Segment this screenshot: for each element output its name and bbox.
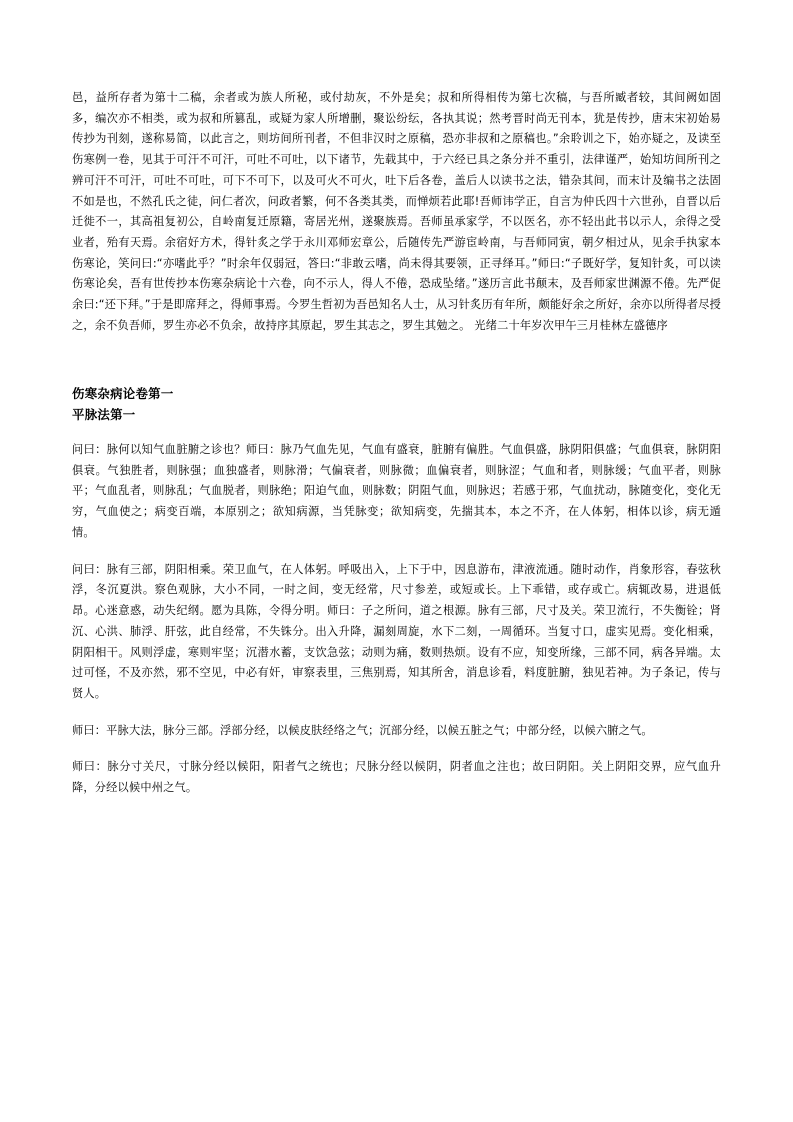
qa-paragraph: 师曰：平脉大法，脉分三部。浮部分经，以候皮肤经络之气；沉部分经，以候五脏之气；中部分经，以候六腑之气。 (72, 723, 653, 737)
qa-paragraph: 师曰：脉分寸关尺，寸脉分经以候阳，阳者气之统也；尺脉分经以候阴，阴者血之注也；故曰阴阳。关上阴阳交界，应气血升降，分经以候中州之气。 (72, 760, 721, 795)
document-subtitle: 平脉法第一 (72, 407, 136, 423)
qa-paragraph: 问曰：脉何以知气血脏腑之诊也？师曰：脉乃气血先见，气血有盛衰，脏腑有偏胜。气血俱盛，脉阴阳俱盛；气血俱衰，脉阴阳俱衰。气独胜者，则脉强；血独盛者，则脉滑；气偏衰者，则脉微；血偏衰者，则脉涩；气血和者，则脉缓；气血平者，则脉平；气血乱者，则脉乱；气血脱者，则脉绝；阳迫气血，则脉数；阴阻气血，则脉迟；若感于邪，气血扰动，脉随变化，变化无穷，气血使之；病变百端，本原别之；欲知病源，当凭脉变；欲知病变，先揣其本，本之不齐，在人体躬，相体以诊，病无遁情。 (72, 443, 721, 539)
qa-paragraph: 问曰：脉有三部，阴阳相乘。荣卫血气，在人体躬。呼吸出入，上下于中，因息游布，津液流通。随时动作，肖象形容，春弦秋浮，冬沉夏洪。察色观脉，大小不同，一时之间，变无经常，尺寸参差，或短或长。上下乖错，或存或亡。病辄改易，进退低昂。心迷意惑，动失纪纲。愿为具陈，令得分明。师曰：子之所问，道之根源。脉有三部，尺寸及关。荣卫流行，不失衡铨；肾沉、心洪、肺浮、肝弦，此自经常，不失铢分。出入升降，漏刻周旋，水下二刻，一周循环。当复寸口，虚实见焉。变化相乘，阴阳相干。风则浮虚，寒则牢坚；沉潜水蓄，支饮急弦；动则为痛，数则热烦。设有不应，知变所缘，三部不同，病各异端。太过可怪，不及亦然，邪不空见，中必有奸，审察表里，三焦别焉，知其所舍，消息诊看，料度脏腑，独见若神。为子条记，传与贤人。 (72, 562, 721, 700)
section-spacer (72, 337, 721, 383)
document-title: 伤寒杂病论卷第一 (72, 385, 174, 401)
preface-paragraph: 邑，益所存者为第十二稿，余者或为族人所秘，或付劫灰，不外是矣；叔和所得相传为第七次稿，与吾所臧者较，其间阙如固多，编次亦不相类，或为叔和所篡乱，或疑为家人所增删，聚讼纷纭，各执其说；然考晋时尚无刊本，犹是传抄，唐末宋初始易传抄为刊刻，遂称易简，以此言之，则坊间所刊者，不但非汉时之原稿，恐亦非叔和之原稿也。”余聆训之下，始亦疑之，及读至伤寒例一卷，见其于可汗不可汗，可吐不可吐，以下诸节，先载其中，于六经已具之条分并不重引，法律谨严，始知坊间所刊之辨可汗不可汗，可吐不可吐，可下不可下，以及可火不可火，吐下后各卷，盖后人以读书之法，错杂其间，而末计及编书之法固不如是也，不然孔氏之徒，问仁者次，问政者繁，何不各类其类，而惮烦若此耶!吾师讳学正，自言为仲氏四十六世孙，自晋以后迁徙不一，其高祖复初公，自岭南复迁原籍，寄居光州，遂聚族焉。吾师虽承家学，不以医名，亦不轻出此书以示人，余得之受业者，殆有天焉。余宿好方术，得针炙之学于永川邓师宏章公，后随传先严游宦岭南，与吾师同寅，朝夕相过从，见余手执家本伤寒论，笑问曰:“亦嗜此乎？”时余年仅弱冠，答曰:“非敢云嗜，尚未得其要领，正寻绎耳。”师曰:“子既好学，复知针炙，可以读伤寒论矣，吾有世传抄本伤寒杂病论十六卷，向不示人，得人不倦，恐成坠绪。”遂历言此书颠末，及吾师家世渊源不倦。先严促余曰:“还下拜。”于是即席拜之，得师事焉。今罗生哲初为吾邑知名人士，从习针炙历有年所，颇能好余之所好，余亦以所得者尽授之，余不负吾师，罗生亦必不负余，故持序其原起，罗生其志之，罗生其勉之。 光绪二十年岁次甲午三月桂林左盛德序 (72, 91, 721, 332)
